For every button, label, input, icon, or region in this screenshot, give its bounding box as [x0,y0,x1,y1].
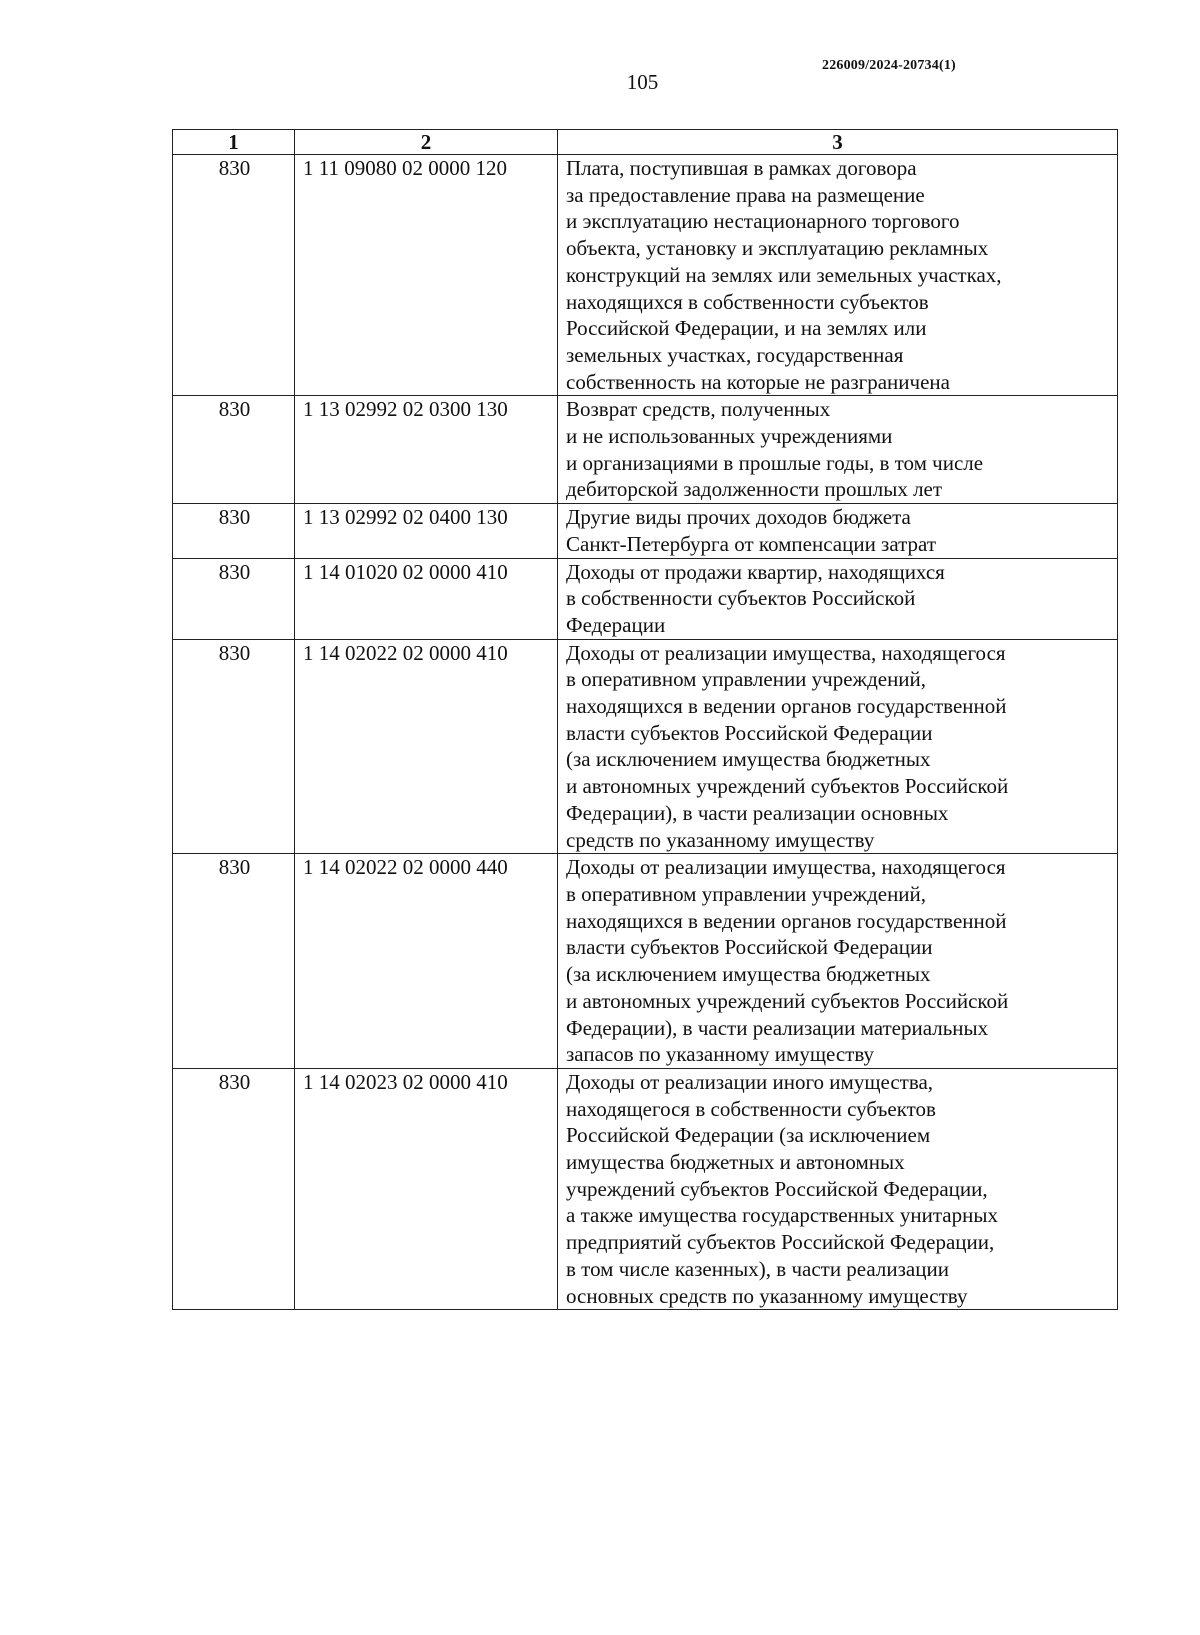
budget-code-cell: 1 13 02992 02 0400 130 [295,504,558,558]
table-row [173,639,1118,854]
budget-code-cell: 1 14 01020 02 0000 410 [295,558,558,639]
admin-code-cell: 830 [173,1068,295,1309]
budget-code-cell: 1 14 02023 02 0000 410 [295,1068,558,1309]
budget-code-cell: 1 14 02022 02 0000 410 [295,639,558,854]
budget-code-cell: 1 11 09080 02 0000 120 [295,155,558,396]
description-cell: Возврат средств, полученных и не использованных учреждениями и организациями в прошлые годы, в том числе дебиторской задолженности прошлых лет [558,396,1118,504]
budget-code-cell: 1 13 02992 02 0300 130 [295,396,558,504]
table-row [173,1068,1118,1309]
description-cell: Доходы от реализации иного имущества, находящегося в собственности субъектов Российской Федерации (за исключением имущества бюджетных и автономных учреждений субъектов Российской Федерации, а также имущества государственных унитарных предприятий субъектов Российской Федерации, в том числе казенных), в части реализации основных средств по указанному имуществу [558,1068,1118,1309]
admin-code-cell: 830 [173,854,295,1069]
description-cell: Другие виды прочих доходов бюджета Санкт-Петербурга от компенсации затрат [558,504,1118,558]
description-cell: Плата, поступившая в рамках договора за предоставление права на размещение и эксплуатацию нестационарного торгового объекта, установку и эксплуатацию рекламных конструкций на землях или земельных участках, находящихся в собственности субъектов Российской Федерации, и на землях или земельных участках, государственная собственность на которые не разграничена [558,155,1118,396]
page-number: 105 [626,70,659,94]
column-header-3: 3 [558,130,1118,155]
description-cell: Доходы от реализации имущества, находящегося в оперативном управлении учреждений, находящихся в ведении органов государственной власти субъектов Российской Федерации (за исключением имущества бюджетных и автономных учреждений субъектов Российской Федерации), в части реализации материальных запасов по указанному имуществу [558,854,1118,1069]
table-row [173,396,1118,504]
admin-code-cell: 830 [173,558,295,639]
column-header-2: 2 [295,130,558,155]
table-row [173,558,1118,639]
admin-code-cell: 830 [173,639,295,854]
admin-code-cell: 830 [173,504,295,558]
revenue-codes-table [172,129,1118,1310]
admin-code-cell: 830 [173,155,295,396]
table-row [173,504,1118,558]
table-row [173,854,1118,1069]
admin-code-cell: 830 [173,396,295,504]
budget-code-cell: 1 14 02022 02 0000 440 [295,854,558,1069]
document-id: 226009/2024-20734(1) [822,58,956,73]
description-cell: Доходы от продажи квартир, находящихся в собственности субъектов Российской Федерации [558,558,1118,639]
table-header-row [173,130,1118,155]
table-row [173,155,1118,396]
description-cell: Доходы от реализации имущества, находящегося в оперативном управлении учреждений, находящихся в ведении органов государственной власти субъектов Российской Федерации (за исключением имущества бюджетных и автономных учреждений субъектов Российской Федерации), в части реализации основных средств по указанному имуществу [558,639,1118,854]
column-header-1: 1 [173,130,295,155]
